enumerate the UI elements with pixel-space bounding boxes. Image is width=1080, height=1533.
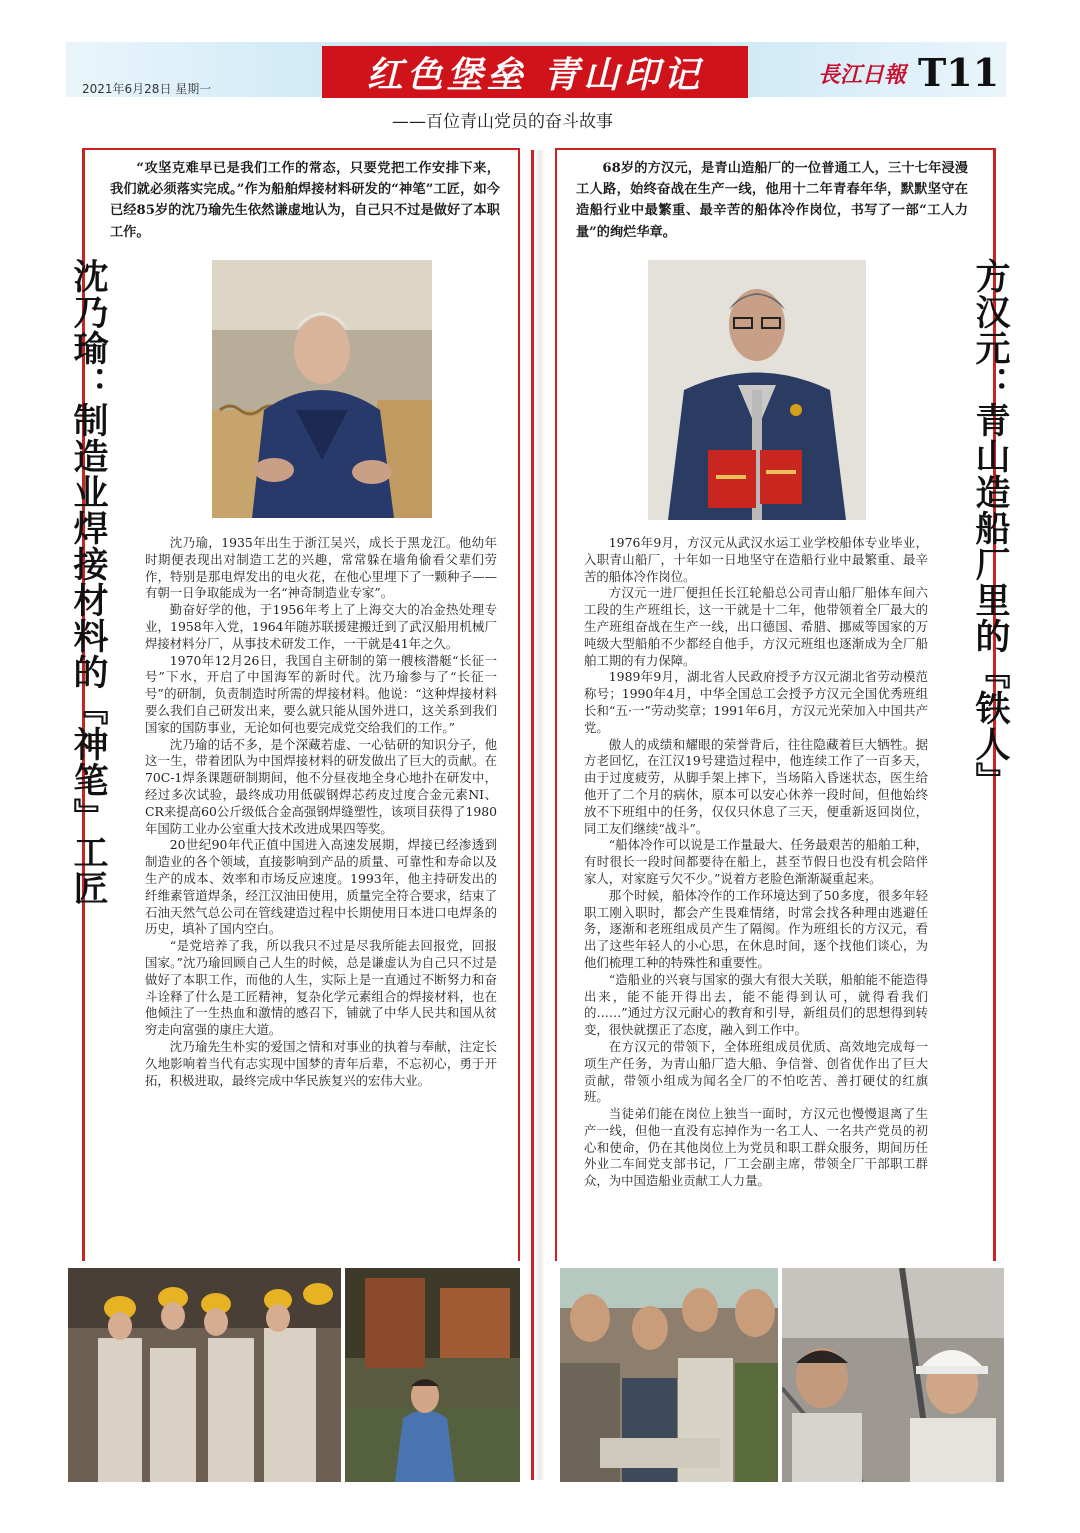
hardhat-worker-photo <box>782 1268 1004 1482</box>
paragraph: 傲人的成绩和耀眼的荣誉背后，往往隐藏着巨大牺牲。据方老回忆，在江汉19号建造过程中，他连续工作了一百多天，由于过度疲劳，从脚手架上摔下，当场陷入昏迷状态，医生给他开了二个月的病休，原本可以安心休养一段时间，但他始终放不下班组中的任务，仅仅只休息了三天，便重新返回岗位，同工友们继续“战斗”。 <box>584 736 928 836</box>
paragraph: 20世纪90年代正值中国进入高速发展期，焊接已经渗透到制造业的各个领域，直接影响到产品的质量、可靠性和寿命以及生产的成本、效率和市场反应速度。1993年，他主持研发出的纤维素管道焊条，经江汉油田使用，质量完全符合要求，结束了石油天然气总公司在管线建造过程中长期使用日本进口电焊条的历史，填补了国内空白。 <box>145 837 497 937</box>
right-headline: 方汉元：青山造船厂里的『铁人』 <box>970 258 1011 798</box>
factory-workers-photo <box>68 1268 341 1482</box>
paragraph: 1989年9月，湖北省人民政府授予方汉元湖北省劳动模范称号；1990年4月，中华全国总工会授予方汉元全国优秀班组长和“五·一”劳动奖章；1991年6月，方汉元光荣加入中国共产党。 <box>584 669 928 735</box>
right-lead-paragraph: 68岁的方汉元，是青山造船厂的一位普通工人，三十七年浸漫工人路，始终奋战在生产一线，他用十二年青春年华，默默坚守在造船行业中最繁重、最辛苦的船体冷作岗位，书写了一部“工人力量”的绚烂华章。 <box>576 161 968 240</box>
left-article-body <box>145 535 497 1089</box>
left-headline: 沈乃瑜：制造业焊接材料的『神笔』工匠 <box>68 258 109 906</box>
paragraph: 当徒弟们能在岗位上独当一面时，方汉元也慢慢退离了生产一线，但他一直没有忘掉作为一名工人、一名共产党员的初心和使命，仍在其他岗位上为党员和职工群众服务，期间历任外业二车间党支部书记，厂工会副主席，带领全厂干部职工群众，为中国造船业贡献工人力量。 <box>584 1106 928 1189</box>
paragraph: “船体冷作可以说是工作量最大、任务最艰苦的船舶工种，有时很长一段时间都要待在船上，甚至节假日也没有机会陪伴家人，对家庭亏欠不少。”说着方老脸色渐渐凝重起来。 <box>584 837 928 886</box>
column-subtitle: ——百位青山党员的奋斗故事 <box>392 112 613 132</box>
paragraph: 1976年9月，方汉元从武汉水运工业学校船体专业毕业，入职青山船厂，十年如一日地坚守在造船行业中最繁重、最辛苦的船体冷作岗位。 <box>584 535 928 584</box>
issue-date: 2021年6月28日 星期一 <box>82 82 212 96</box>
paragraph: 勤奋好学的他，于1956年考上了上海交大的冶金热处理专业，1958年入党，1964年随苏联援建搬迁到了武汉船用机械厂焊接材料分厂，从事技术研发工作，一干就是41年之久。 <box>145 602 497 651</box>
garden-portrait-photo <box>345 1268 520 1482</box>
page-number: T11 <box>918 50 1000 95</box>
column-title: 红色堡垒 青山印记 <box>366 53 704 96</box>
paragraph: 沈乃瑜，1935年出生于浙江吴兴，成长于黑龙江。他幼年时期便表现出对制造工艺的兴趣，常常躲在墙角偷看父辈们劳作，特别是那电焊发出的电火花，在他心里埋下了一颗种子——有朝一日争取能成为一名“神奇制造业专家”。 <box>145 535 497 601</box>
column-title-banner <box>322 46 748 98</box>
paragraph: 方汉元一进厂便担任长江轮船总公司青山船厂船体车间六工段的生产班组长，这一干就是十二年，他带领着全厂最大的生产班组奋战在生产一线，出口德国、希腊、挪威等国家的万吨级大型船舶不少都经自他手，方汉元班组也逐渐成为全厂船舶工期的有力保障。 <box>584 585 928 668</box>
paragraph: 沈乃瑜先生朴实的爱国之情和对事业的执着与奉献，注定长久地影响着当代有志实现中国梦的青年后辈，不忘初心，勇于开拓，积极进取，最终完成中华民族复兴的宏伟大业。 <box>145 1038 497 1088</box>
shipyard-team-photo <box>560 1268 778 1482</box>
paragraph: 1970年12月26日，我国自主研制的第一艘核潜艇“长征一号”下水，开启了中国海军的新时代。沈乃瑜参与了“长征一号”的研制，负责制造时所需的焊接材料。他说：“这种焊接材料要么我们自己研发出来，要么就只能从国外进口，这关系到我们国家的国防事业，无论如何也要完成党交给我们的工作。” <box>145 652 497 735</box>
fang-hanyuan-portrait <box>648 260 866 520</box>
paragraph: “造船业的兴衰与国家的强大有很大关联，船舶能不能造得出来，能不能开得出去，能不能得到认可，就得看我们的……”通过方汉元耐心的教育和引导，新组员们的思想得到转变，很快就摆正了态度，融入到工作中。 <box>584 971 928 1038</box>
right-article-body <box>584 535 928 1190</box>
paragraph: 在方汉元的带领下，全体班组成员优质、高效地完成每一项生产任务，为青山船厂造大船、争信誉、创省优作出了巨大贡献，带领小组成为闻名全厂的不怕吃苦、善打硬仗的红旗班。 <box>584 1038 928 1105</box>
shen-naiyu-portrait <box>212 260 432 518</box>
paragraph: 那个时候，船体冷作的工作环境达到了50多度，很多年轻职工刚入职时，都会产生畏难情绪，时常会找各种理由逃避任务，逐渐和老班组成员产生了隔阂。作为班组长的方汉元，看出了这些年轻人的小心思，在休息时间，逐个找他们谈心，为他们梳理工种的特殊性和重要性。 <box>584 887 928 970</box>
paragraph: 沈乃瑜的话不多，是个深藏若虚、一心钻研的知识分子，他这一生，带着团队为中国焊接材料的研发做出了巨大的贡献。在70C-1焊条课题研制期间，他不分昼夜地全身心地扑在研发中，经过多次试验，最终成功用低碳钢焊芯药皮过度合金元素NI、CR来提高60公斤级低合金高强钢焊缝塑性，该项目获得了1980年国防工业办公室重大技术改进成果四等奖。 <box>145 736 497 836</box>
center-divider <box>531 150 545 1480</box>
paragraph: “是党培养了我，所以我只不过是尽我所能去回报党，回报国家。”沈乃瑜回顾自己人生的时候，总是谦虚认为自己只不过是做好了本职工作，而他的人生，实际上是一直通过不断努力和奋斗诠释了什么是工匠精神，复杂化学元素组合的焊接材料，也在他倾注了一生热血和激情的感召下，铺就了中华人民共和国从贫穷走向富强的康庄大道。 <box>145 938 497 1038</box>
newspaper-logo: 長江日報 <box>818 62 907 88</box>
left-lead-paragraph: “攻坚克难早已是我们工作的常态，只要党把工作安排下来，我们就必须落实完成。”作为船舶焊接材料研发的“神笔”工匠，如今已经85岁的沈乃瑜先生依然谦虚地认为，自己只不过是做好了本职工作。 <box>110 161 500 240</box>
